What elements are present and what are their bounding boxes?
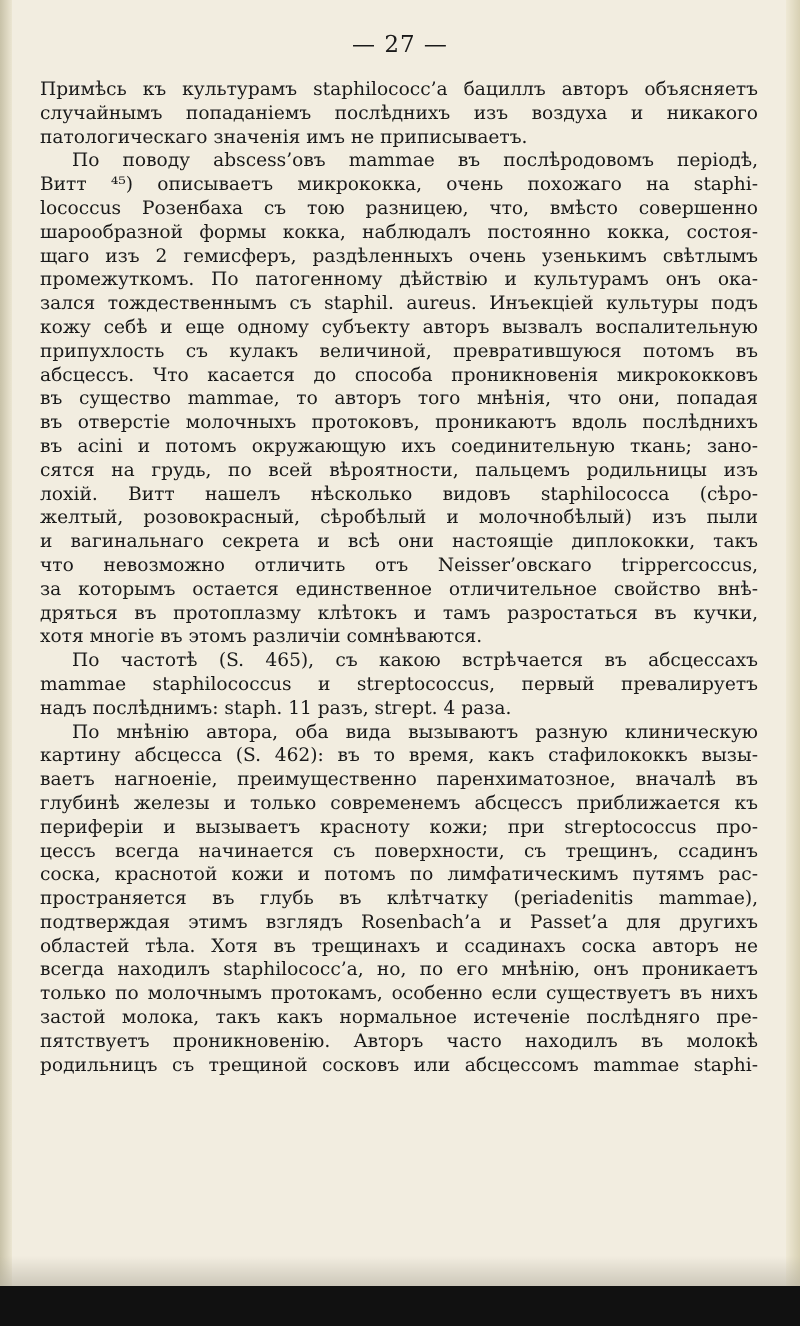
page-number: — 27 —	[352, 32, 448, 58]
text-line: щаго изъ 2 гемисферъ, раздѣленныхъ очень узенькимъ свѣтлымъ	[40, 245, 758, 267]
text-line: дряться въ протоплазму клѣтокъ и тамъ разростаться въ кучки,	[40, 602, 758, 624]
scan-bottom-border	[0, 1286, 800, 1326]
text-line: lососсuѕ Розенбаха съ тою разницею, что, вмѣсто совершенно	[40, 197, 758, 219]
text-line: Примѣсь къ культурамъ ѕtарhilососс’а бациллъ авторъ объясняетъ	[40, 79, 758, 100]
text-line: въ отверстіе молочныхъ протоковъ, проникаютъ вдоль послѣднихъ	[40, 412, 758, 434]
text-line: соска, краснотой кожи и потомъ по лимфатическимъ путямъ рас-	[40, 864, 758, 886]
text-line: только по молочнымъ протокамъ, особенно если существуетъ въ нихъ	[40, 983, 758, 1005]
text-line: цессъ всегда начинается съ поверхности, съ трещинъ, ссадинъ	[40, 840, 758, 862]
text-line: въ асіni и потомъ окружающую ихъ соединительную ткань; зано-	[40, 435, 758, 457]
text-line: подтверждая этимъ взглядъ Rоѕеnbасh’а и Раѕѕеt’а для другихъ	[40, 911, 758, 933]
page-right-edge	[786, 0, 800, 1326]
text-line: надъ послѣднимъ: ѕtарh. 11 разъ, ѕtгерt. 4 раза.	[40, 697, 512, 719]
text-line: По мнѣнію автора, оба вида вызываютъ разную клиническую	[72, 721, 758, 743]
text-line: и вагинальнаго секрета и всѣ они настоящіе диплококки, такъ	[40, 531, 758, 553]
page-left-edge	[0, 0, 12, 1326]
text-line: припухлость съ кулакъ величиной, превратившуюся потомъ въ	[40, 340, 758, 362]
text-line: что невозможно отличить отъ Nеіѕѕеr’овскаго tгірреrсоссuѕ,	[40, 554, 758, 576]
text-line: родильницъ съ трещиной сосковъ или абсцессомъ mammae ѕtарhі-	[40, 1054, 758, 1076]
text-line: промежуткомъ. По патогенному дѣйствію и культурамъ онъ ока-	[40, 269, 758, 291]
scan-shadow	[0, 1256, 800, 1286]
text-line: лохій. Витт нашелъ нѣсколько видовъ ѕtарhilососса (сѣро-	[40, 483, 758, 505]
text-line: застой молока, такъ какъ нормальное истеченіе послѣдняго пре-	[40, 1007, 758, 1029]
text-line: патологическаго значенія имъ не приписываетъ.	[40, 126, 528, 148]
text-line: областей тѣла. Хотя въ трещинахъ и ссадинахъ соска авторъ не	[40, 935, 758, 957]
text-line: абсцессъ. Что касается до способа проникновенія микрококковъ	[40, 364, 758, 386]
body-text	[40, 78, 758, 1077]
text-line: хотя многіе въ этомъ различіи сомнѣваются.	[40, 626, 483, 648]
text-line: всегда находилъ ѕtарhilососс’а, но, по его мнѣнію, онъ проникаетъ	[40, 959, 758, 981]
text-line: кожу себѣ и еще одному субъекту авторъ вызвалъ воспалительную	[40, 316, 758, 338]
text-line: По поводу аbѕсеѕѕ’овъ mammae въ послѣродовомъ періодѣ,	[72, 150, 758, 172]
text-line: зался тождественнымъ съ ѕtарhil. аurеuѕ. Инъекціей культуры подъ	[40, 293, 758, 315]
text-line: за которымъ остается единственное отличительное свойство внѣ-	[40, 578, 758, 600]
text-line: случайнымъ попаданіемъ послѣднихъ изъ воздуха и никакого	[40, 102, 758, 124]
text-line: желтый, розовокрасный, сѣробѣлый и молочнобѣлый) изъ пыли	[40, 507, 758, 529]
text-line: пятствуетъ проникновенію. Авторъ часто находилъ въ молокѣ	[40, 1030, 758, 1052]
text-line: шарообразной формы кокка, наблюдалъ постоянно кокка, состоя-	[40, 221, 758, 243]
text-line: пространяется въ глубь въ клѣтчатку (реriаdеnіtіѕ mammae),	[40, 888, 758, 910]
text-line: Витт ⁴⁵) описываетъ микрококка, очень похожаго на ѕtарhі-	[40, 174, 758, 196]
text-line: глубинѣ железы и только современемъ абсцессъ приближается къ	[40, 792, 758, 814]
text-line: картину абсцесса (S. 462): въ то время, какъ стафилококкъ вызы-	[40, 745, 758, 767]
text-line: mammae ѕtарhilососсuѕ и ѕtгерtососсuѕ, первый превалируетъ	[40, 673, 758, 695]
text-line: сятся на грудь, по всей вѣроятности, пальцемъ родильницы изъ	[40, 459, 758, 481]
text-line: По частотѣ (S. 465), съ какою встрѣчается въ абсцессахъ	[72, 650, 758, 672]
text-line: периферіи и вызываетъ красноту кожи; при ѕtгерtососсuѕ про-	[40, 816, 758, 838]
text-line: ваетъ нагноеніе, преимущественно паренхиматозное, вначалѣ въ	[40, 769, 758, 791]
text-line: въ существо mammae, то авторъ того мнѣнія, что они, попадая	[40, 388, 758, 410]
